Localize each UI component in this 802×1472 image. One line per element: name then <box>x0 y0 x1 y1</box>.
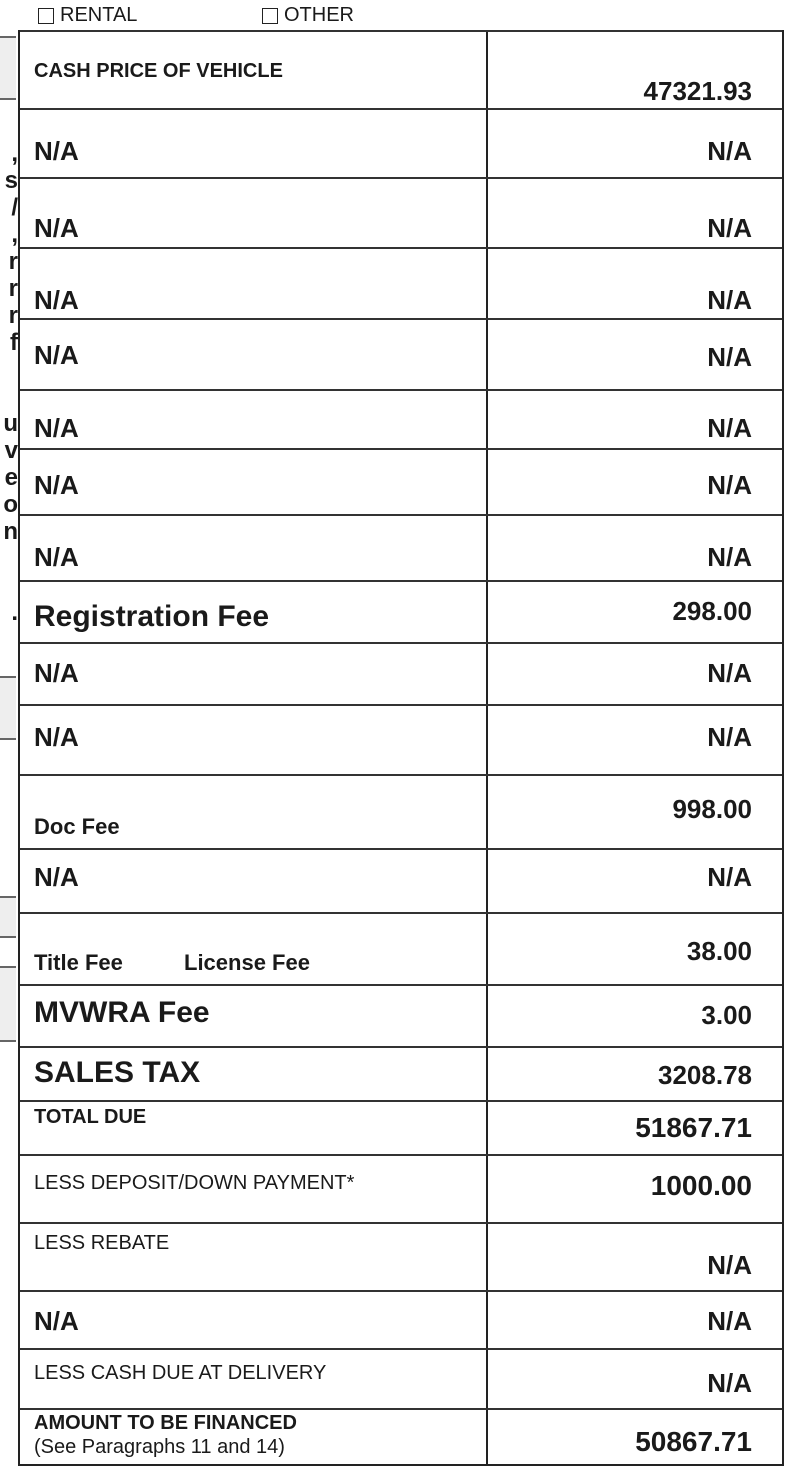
rental-checkbox[interactable] <box>38 4 137 27</box>
row-doc-fee <box>20 774 782 850</box>
row-mvwra-fee <box>20 984 782 1048</box>
row-less-deposit <box>20 1154 782 1224</box>
row-na <box>20 1290 782 1350</box>
row-na <box>20 318 782 391</box>
row-value[interactable]: N/A <box>707 470 752 500</box>
checkbox-icon <box>262 8 278 24</box>
margin-char: u <box>3 410 18 437</box>
margin-char: v <box>4 437 18 464</box>
row-value[interactable]: 38.00 <box>686 936 752 966</box>
row-value[interactable]: 1000.00 <box>650 1170 752 1201</box>
row-value[interactable]: N/A <box>707 136 752 166</box>
row-na <box>20 704 782 776</box>
margin-char: / <box>11 194 18 221</box>
row-sales-tax <box>20 1046 782 1102</box>
row-na <box>20 108 782 179</box>
row-label: SALES TAX <box>34 1056 201 1089</box>
left-margin-strip <box>0 30 18 1464</box>
other-label: OTHER <box>284 4 354 26</box>
row-value[interactable]: N/A <box>707 722 752 752</box>
left-shaded-box <box>0 896 16 938</box>
row-value[interactable]: 3208.78 <box>658 1060 752 1090</box>
row-label: LESS CASH DUE AT DELIVERY <box>34 1362 327 1384</box>
row-label: LESS DEPOSIT/DOWN PAYMENT* <box>34 1172 355 1194</box>
row-label: N/A <box>34 542 79 572</box>
row-value[interactable]: 998.00 <box>672 794 752 824</box>
row-value[interactable]: N/A <box>707 542 752 572</box>
margin-char: . <box>11 599 18 626</box>
row-na <box>20 448 782 516</box>
row-label: N/A <box>34 862 79 892</box>
row-label: N/A <box>34 658 79 688</box>
row-label: AMOUNT TO BE FINANCED <box>34 1412 297 1434</box>
row-amount-financed <box>20 1408 782 1466</box>
itemization-table <box>18 30 784 1466</box>
row-title-license-fee <box>20 912 782 986</box>
row-label: N/A <box>34 413 79 443</box>
row-value[interactable]: 50867.71 <box>635 1426 752 1457</box>
row-value[interactable]: N/A <box>707 1306 752 1336</box>
row-label: N/A <box>34 136 79 166</box>
row-label: CASH PRICE OF VEHICLE <box>34 60 283 82</box>
left-shaded-box <box>0 676 16 740</box>
row-value[interactable]: 298.00 <box>672 596 752 626</box>
margin-char: r <box>8 302 18 329</box>
row-value[interactable]: 47321.93 <box>643 76 752 106</box>
row-label: N/A <box>34 285 79 315</box>
margin-char: n <box>3 518 18 545</box>
row-na <box>20 642 782 706</box>
row-label: Title Fee <box>34 950 123 975</box>
row-value[interactable]: N/A <box>707 862 752 892</box>
row-value[interactable]: 51867.71 <box>635 1112 752 1143</box>
rental-label: RENTAL <box>60 4 138 26</box>
margin-char: e <box>4 464 18 491</box>
checkbox-icon <box>38 8 54 24</box>
row-label: N/A <box>34 1306 79 1336</box>
row-value[interactable]: N/A <box>707 213 752 243</box>
vehicle-type-options <box>0 0 780 30</box>
row-label: MVWRA Fee <box>34 996 210 1029</box>
row-value[interactable]: N/A <box>707 658 752 688</box>
row-less-cash-due <box>20 1348 782 1410</box>
other-checkbox[interactable] <box>262 4 354 27</box>
row-registration-fee <box>20 580 782 644</box>
margin-char: , <box>11 221 18 248</box>
row-cash-price <box>20 30 782 110</box>
row-label: N/A <box>34 340 79 370</box>
row-label-secondary: License Fee <box>184 950 310 975</box>
row-label: N/A <box>34 470 79 500</box>
row-sublabel: (See Paragraphs 11 and 14) <box>34 1436 285 1458</box>
margin-char: o <box>3 491 18 518</box>
row-label: N/A <box>34 213 79 243</box>
row-na <box>20 848 782 914</box>
margin-char: f <box>10 329 18 356</box>
margin-char: , <box>11 140 18 167</box>
row-label: LESS REBATE <box>34 1232 170 1254</box>
left-shaded-box <box>0 36 16 100</box>
row-na <box>20 514 782 582</box>
margin-char: s <box>4 167 18 194</box>
row-less-rebate <box>20 1222 782 1292</box>
left-margin-text <box>0 140 18 626</box>
row-na <box>20 247 782 320</box>
row-label: Registration Fee <box>34 600 270 633</box>
row-value[interactable]: N/A <box>707 342 752 372</box>
row-label: Doc Fee <box>34 814 120 839</box>
row-value[interactable]: 3.00 <box>701 1000 752 1030</box>
margin-char: r <box>8 275 18 302</box>
row-label: N/A <box>34 722 79 752</box>
margin-char: r <box>8 248 18 275</box>
row-value[interactable]: N/A <box>707 285 752 315</box>
row-na <box>20 389 782 450</box>
left-shaded-box <box>0 966 16 1042</box>
row-value[interactable]: N/A <box>707 1368 752 1398</box>
row-total-due <box>20 1100 782 1156</box>
row-label: TOTAL DUE <box>34 1106 147 1128</box>
row-value[interactable]: N/A <box>707 413 752 443</box>
row-na <box>20 177 782 249</box>
row-value[interactable]: N/A <box>707 1250 752 1280</box>
